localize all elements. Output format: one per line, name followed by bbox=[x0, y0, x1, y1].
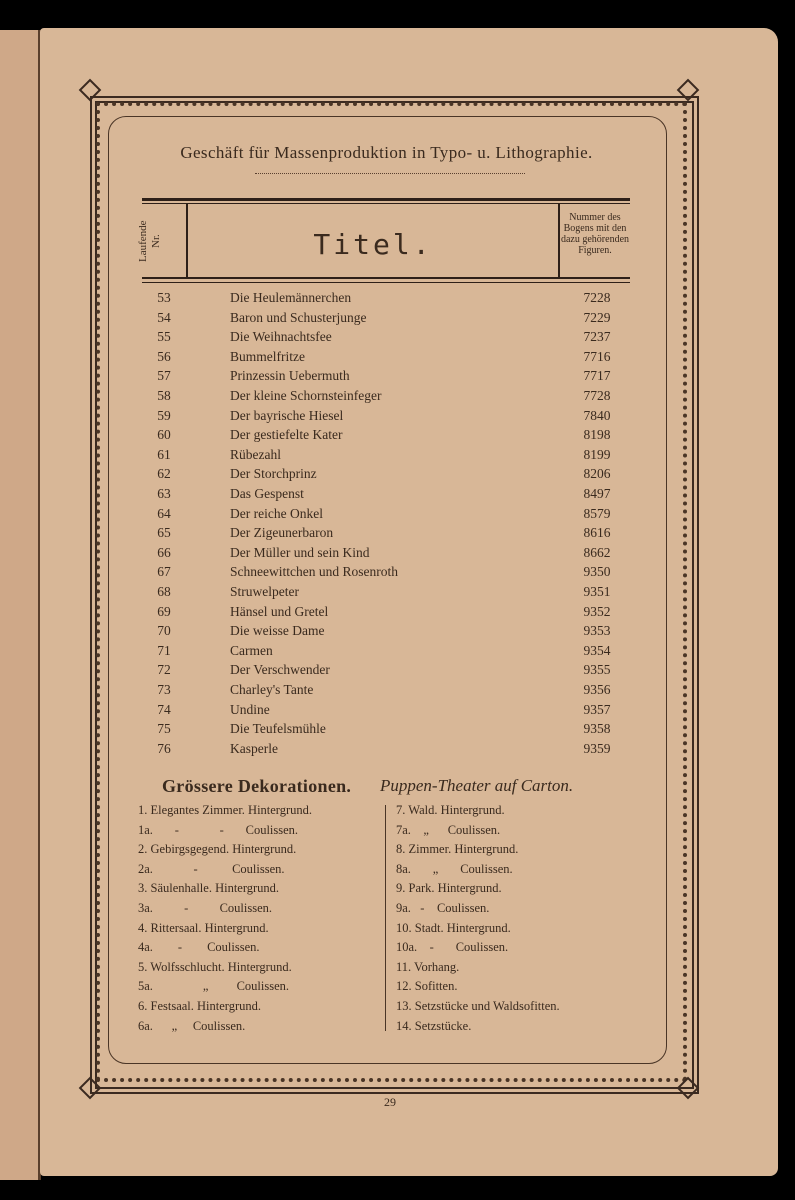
row-title: Baron und Schusterjunge bbox=[230, 309, 367, 325]
row-title: Der Verschwender bbox=[230, 662, 330, 678]
table-row bbox=[142, 388, 630, 407]
row-sheet-number: 7228 bbox=[583, 290, 611, 305]
row-title: Die Weihnachtsfee bbox=[230, 329, 332, 345]
decoration-item: 8a. „ Coulissen. bbox=[396, 861, 513, 876]
table-row bbox=[142, 702, 630, 721]
row-number: 70 bbox=[157, 623, 171, 639]
row-number: 64 bbox=[157, 505, 171, 521]
table-row bbox=[142, 741, 630, 760]
table-row bbox=[142, 525, 630, 544]
row-number: 69 bbox=[157, 603, 171, 619]
row-number: 68 bbox=[157, 584, 171, 599]
row-sheet-number: 7840 bbox=[583, 407, 611, 423]
row-number: 65 bbox=[157, 525, 171, 541]
row-sheet-number: 9352 bbox=[583, 603, 611, 619]
decoration-item: 6a. „ Coulissen. bbox=[138, 1018, 246, 1033]
row-title: Prinzessin Uebermuth bbox=[230, 368, 350, 384]
page-header: Geschäft für Massenproduktion in Typo- u. Lithographie. bbox=[180, 143, 593, 162]
table-row bbox=[142, 486, 630, 505]
row-sheet-number: 9351 bbox=[583, 584, 611, 599]
decoration-item: 1a. - - Coulissen. bbox=[138, 822, 299, 837]
row-number: 61 bbox=[157, 446, 171, 462]
table-row bbox=[142, 643, 630, 662]
row-sheet-number: 7237 bbox=[583, 329, 611, 345]
row-sheet-number: 7717 bbox=[583, 368, 611, 384]
row-sheet-number: 7716 bbox=[583, 348, 611, 364]
row-sheet-number: 9353 bbox=[583, 623, 611, 639]
table-row bbox=[142, 604, 630, 623]
row-title: Der gestiefelte Kater bbox=[230, 427, 343, 443]
row-sheet-number: 9358 bbox=[583, 721, 611, 737]
table-row bbox=[142, 329, 630, 348]
table-top-rule bbox=[142, 203, 630, 204]
decoration-item: 3a. - Coulissen. bbox=[138, 901, 273, 915]
row-title: Charley's Tante bbox=[230, 682, 314, 697]
decoration-item: 9a. - Coulissen. bbox=[396, 901, 490, 915]
row-sheet-number: 8198 bbox=[583, 427, 611, 443]
row-title: Struwelpeter bbox=[230, 584, 299, 599]
table-row bbox=[142, 564, 630, 583]
row-sheet-number: 8616 bbox=[583, 525, 611, 541]
row-sheet-number: 9355 bbox=[583, 662, 611, 678]
decoration-item: 3. Säulenhalle. Hintergrund. bbox=[138, 881, 280, 896]
row-title: Der bayrische Hiesel bbox=[230, 407, 344, 423]
row-number: 66 bbox=[157, 544, 171, 560]
decoration-item: 1. Elegantes Zimmer. Hintergrund. bbox=[138, 803, 313, 817]
row-title: Hänsel und Gretel bbox=[230, 603, 329, 619]
decoration-item: 9. Park. Hintergrund. bbox=[396, 881, 502, 896]
row-title: Bummelfritze bbox=[230, 348, 305, 364]
decoration-item: 4a. - Coulissen. bbox=[138, 940, 260, 955]
table-top-rule bbox=[142, 198, 630, 201]
left-page-edge bbox=[0, 30, 39, 1180]
decoration-item: 12. Sofitten. bbox=[396, 979, 458, 994]
decoration-item: 6. Festsaal. Hintergrund. bbox=[138, 999, 262, 1013]
row-number: 55 bbox=[157, 329, 171, 345]
table-row bbox=[142, 584, 630, 603]
column-header-number: Nummer des Bogens mit den dazu gehörenden Figuren. bbox=[560, 212, 630, 256]
row-number: 62 bbox=[157, 466, 171, 482]
header-rule bbox=[255, 173, 525, 174]
row-number: 75 bbox=[157, 721, 171, 737]
table-row bbox=[142, 623, 630, 642]
row-number: 67 bbox=[157, 564, 171, 580]
row-title: Undine bbox=[230, 701, 270, 717]
row-sheet-number: 9357 bbox=[583, 701, 611, 717]
column-header-nr: Laufende Nr. bbox=[137, 220, 162, 263]
row-number: 74 bbox=[157, 701, 171, 717]
decoration-item: 7a. „ Coulissen. bbox=[396, 822, 501, 837]
row-number: 57 bbox=[157, 368, 171, 384]
decoration-item: 7. Wald. Hintergrund. bbox=[396, 803, 505, 817]
decoration-item: 5. Wolfsschlucht. Hintergrund. bbox=[138, 959, 292, 974]
row-title: Die Heulemännerchen bbox=[230, 290, 352, 305]
row-title: Der Storchprinz bbox=[230, 466, 317, 482]
row-sheet-number: 8206 bbox=[583, 466, 611, 482]
decorations-subtitle: Puppen-Theater auf Carton. bbox=[380, 776, 574, 795]
row-number: 76 bbox=[157, 740, 171, 756]
table-row bbox=[142, 545, 630, 564]
page-number: 29 bbox=[384, 1095, 396, 1109]
row-sheet-number: 9350 bbox=[583, 564, 611, 580]
table-row bbox=[142, 310, 630, 329]
decoration-item: 10. Stadt. Hintergrund. bbox=[396, 920, 511, 935]
row-title: Der kleine Schornsteinfeger bbox=[230, 388, 382, 403]
row-number: 63 bbox=[157, 486, 171, 501]
row-title: Der Müller und sein Kind bbox=[230, 544, 370, 560]
row-number: 54 bbox=[157, 309, 171, 325]
row-title: Die weisse Dame bbox=[230, 623, 325, 639]
decorations-column-divider bbox=[385, 805, 386, 1031]
table-row bbox=[142, 662, 630, 681]
row-number: 71 bbox=[157, 642, 171, 658]
table-header-rule bbox=[142, 277, 630, 279]
row-sheet-number: 9354 bbox=[583, 642, 611, 658]
decoration-item: 11. Vorhang. bbox=[396, 959, 460, 974]
column-header-title: Titel. bbox=[313, 228, 433, 261]
table-header-rule bbox=[142, 282, 630, 283]
table-row bbox=[142, 466, 630, 485]
row-number: 72 bbox=[157, 662, 171, 678]
table-row bbox=[142, 349, 630, 368]
table-row bbox=[142, 368, 630, 387]
table-row bbox=[142, 682, 630, 701]
row-sheet-number: 7229 bbox=[583, 309, 611, 325]
row-sheet-number: 8199 bbox=[583, 446, 611, 462]
decoration-item: 5a. „ Coulissen. bbox=[138, 979, 290, 994]
row-title: Rübezahl bbox=[230, 446, 281, 462]
table-row bbox=[142, 721, 630, 740]
decoration-item: 10a. - Coulissen. bbox=[396, 940, 509, 955]
row-title: Schneewittchen und Rosenroth bbox=[230, 564, 398, 580]
decoration-item: 13. Setzstücke und Waldsofitten. bbox=[396, 999, 560, 1013]
decoration-item: 4. Rittersaal. Hintergrund. bbox=[138, 920, 269, 935]
row-sheet-number: 8662 bbox=[583, 544, 611, 560]
row-sheet-number: 8497 bbox=[583, 486, 611, 501]
decoration-item: 14. Setzstücke. bbox=[396, 1018, 472, 1033]
row-title: Der reiche Onkel bbox=[230, 505, 323, 521]
decorations-title: Grössere Dekorationen. bbox=[162, 776, 352, 796]
row-sheet-number: 7728 bbox=[583, 388, 611, 403]
row-sheet-number: 8579 bbox=[583, 505, 611, 521]
decoration-item: 8. Zimmer. Hintergrund. bbox=[396, 842, 519, 857]
row-sheet-number: 9359 bbox=[583, 740, 611, 756]
row-number: 60 bbox=[157, 427, 171, 443]
decoration-item: 2. Gebirgsgegend. Hintergrund. bbox=[138, 842, 297, 857]
row-number: 53 bbox=[157, 290, 171, 305]
row-title: Der Zigeunerbaron bbox=[230, 525, 334, 541]
row-number: 73 bbox=[157, 682, 171, 697]
table-row bbox=[142, 506, 630, 525]
table-row bbox=[142, 408, 630, 427]
table-row bbox=[142, 290, 630, 309]
row-sheet-number: 9356 bbox=[583, 682, 611, 697]
row-title: Carmen bbox=[230, 642, 273, 658]
row-title: Das Gespenst bbox=[230, 486, 304, 501]
table-row bbox=[142, 447, 630, 466]
row-number: 58 bbox=[157, 388, 171, 403]
table-row bbox=[142, 427, 630, 446]
row-number: 56 bbox=[157, 348, 171, 364]
decoration-item: 2a. - Coulissen. bbox=[138, 861, 285, 876]
row-title: Die Teufelsmühle bbox=[230, 721, 326, 737]
row-title: Kasperle bbox=[230, 740, 278, 756]
row-number: 59 bbox=[157, 407, 171, 423]
